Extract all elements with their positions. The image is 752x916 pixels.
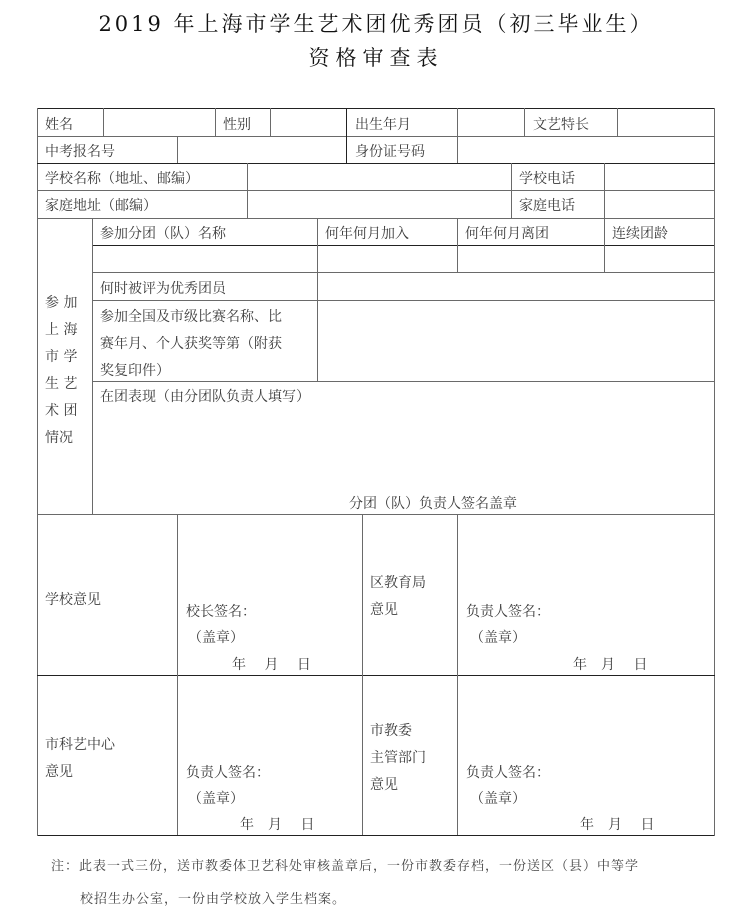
performance-label: 在团表现（由分团队负责人填写） — [100, 389, 310, 405]
leave-date-header: 何年何月离团 — [465, 226, 549, 242]
col-divider — [215, 108, 216, 136]
district-sign-label: 负责人签名： — [466, 604, 550, 620]
competition-label-line: 奖复印件） — [100, 363, 170, 379]
col-divider — [511, 163, 512, 218]
form-title-line1: 2019 年上海市学生艺术团优秀团员（初三毕业生） — [98, 12, 654, 36]
school-opinion-label: 学校意见 — [45, 592, 101, 608]
commission-opinion-label — [370, 718, 426, 799]
date-label: 年 月 日 — [573, 657, 648, 673]
school-phone-field[interactable] — [605, 164, 713, 189]
gender-label: 性别 — [223, 117, 251, 133]
exam-no-field[interactable] — [178, 137, 345, 162]
side-label-line: 参 加 — [45, 295, 78, 311]
home-phone-label: 家庭电话 — [519, 198, 575, 214]
col-divider — [362, 514, 363, 835]
talent-field[interactable] — [618, 109, 713, 135]
district-opinion-line: 区教育局 — [370, 575, 426, 591]
home-phone-field[interactable] — [605, 191, 713, 217]
stamp-label: （盖章） — [470, 791, 526, 807]
birth-label: 出生年月 — [355, 117, 411, 133]
commission-opinion-field[interactable] — [458, 676, 713, 761]
commission-opinion-line: 意见 — [370, 777, 398, 793]
branch-sign-label: 分团（队）负责人签名盖章 — [349, 496, 517, 512]
center-sign-label: 负责人签名： — [186, 765, 270, 781]
id-label: 身份证号码 — [355, 144, 425, 160]
table-border-bottom — [37, 835, 715, 836]
performance-field[interactable] — [93, 382, 713, 492]
tenure-header: 连续团龄 — [612, 226, 668, 242]
center-opinion-field[interactable] — [178, 676, 361, 761]
school-phone-label: 学校电话 — [519, 171, 575, 187]
name-field[interactable] — [104, 109, 214, 135]
side-label-line: 生 艺 — [45, 376, 78, 392]
gender-field[interactable] — [271, 109, 345, 135]
leave-date-field[interactable] — [458, 246, 603, 271]
note-line2: 校招生办公室，一份由学校放入学生档案。 — [80, 892, 347, 907]
name-label: 姓名 — [45, 117, 73, 133]
home-label: 家庭地址（邮编） — [45, 198, 157, 214]
side-label-line: 情况 — [45, 430, 73, 446]
side-label-line: 术 团 — [45, 403, 78, 419]
commission-opinion-line: 主管部门 — [370, 750, 426, 766]
competition-label-line: 参加全国及市级比赛名称、比 — [100, 309, 282, 325]
side-label-line: 上 海 — [45, 322, 78, 338]
date-label: 年 月 日 — [240, 817, 315, 833]
form-title-line2: 资格审查表 — [308, 46, 444, 70]
excellent-date-label: 何时被评为优秀团员 — [100, 281, 226, 297]
school-opinion-field[interactable] — [178, 515, 361, 600]
stamp-label: （盖章） — [188, 791, 244, 807]
stamp-label: （盖章） — [470, 630, 526, 646]
branch-name-field[interactable] — [93, 246, 316, 271]
school-field[interactable] — [248, 164, 510, 189]
side-label-line: 市 学 — [45, 349, 78, 365]
school-label: 学校名称（地址、邮编） — [45, 171, 199, 187]
date-label: 年 月 日 — [580, 817, 655, 833]
district-opinion-label — [370, 570, 426, 624]
id-field[interactable] — [458, 137, 713, 162]
excellent-date-field[interactable] — [318, 273, 713, 299]
tenure-field[interactable] — [605, 246, 713, 271]
stamp-label: （盖章） — [188, 630, 244, 646]
row-divider — [37, 218, 715, 219]
join-date-header: 何年何月加入 — [325, 226, 409, 242]
birth-field[interactable] — [458, 109, 523, 135]
district-opinion-line: 意见 — [370, 602, 398, 618]
commission-sign-label: 负责人签名： — [466, 765, 550, 781]
center-opinion-label — [45, 732, 115, 786]
col-divider — [524, 108, 525, 136]
center-opinion-line: 市科艺中心 — [45, 737, 115, 753]
competition-field[interactable] — [318, 301, 713, 380]
competition-label-line: 赛年月、个人获奖等第（附获 — [100, 336, 282, 352]
commission-opinion-line: 市教委 — [370, 723, 412, 739]
talent-label: 文艺特长 — [533, 117, 589, 133]
exam-no-label: 中考报名号 — [45, 144, 115, 160]
district-opinion-field[interactable] — [458, 515, 713, 600]
date-label: 年 月 日 — [232, 657, 311, 673]
note-line1: 注：此表一式三份，送市教委体卫艺科处审核盖章后，一份市教委存档，一份送区（县）中等学 — [51, 859, 640, 874]
branch-name-header: 参加分团（队）名称 — [100, 226, 226, 242]
center-opinion-line: 意见 — [45, 764, 73, 780]
home-field[interactable] — [248, 191, 510, 217]
competition-label — [100, 304, 315, 385]
join-date-field[interactable] — [318, 246, 456, 271]
principal-sign-label: 校长签名： — [186, 604, 256, 620]
col-divider — [346, 108, 347, 163]
troupe-side-label — [45, 290, 89, 452]
